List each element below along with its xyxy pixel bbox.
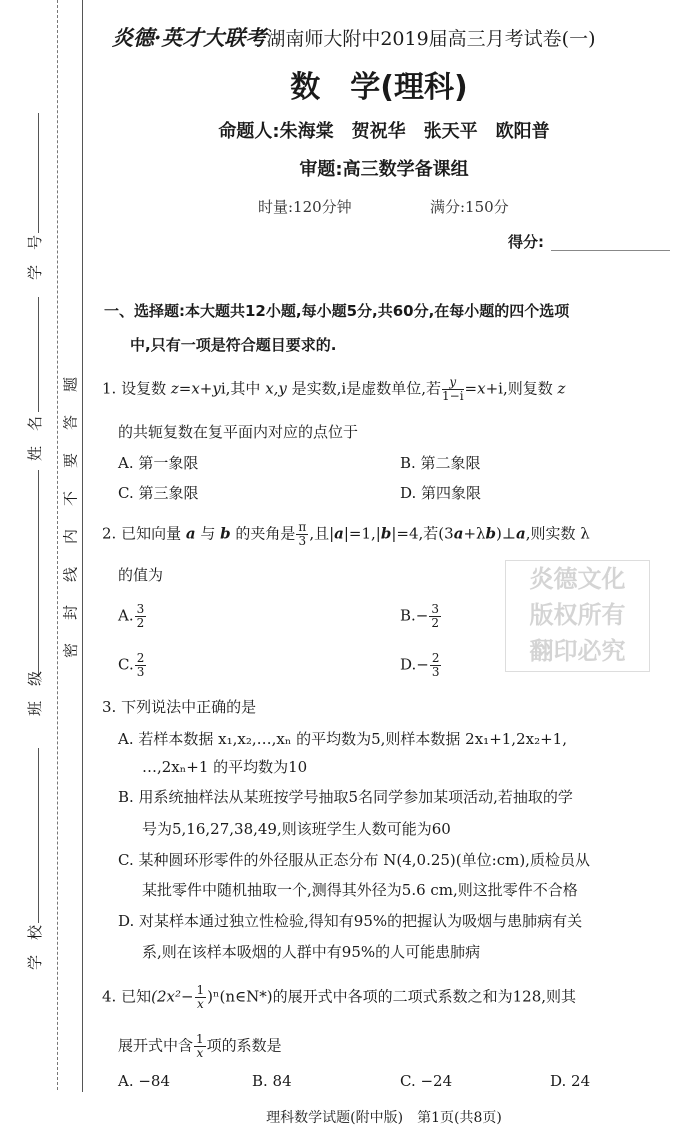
section-heading-cont: 中,只有一项是符合题目要求的. [130, 336, 337, 354]
q1-option-d[interactable]: D. 第四象限 [400, 484, 482, 502]
question-2 [102, 521, 590, 548]
math: (2x²− [151, 987, 194, 1006]
name-label: 姓 名 [26, 415, 45, 462]
school-label: 学 校 [26, 924, 45, 971]
exam-header [112, 24, 596, 53]
question-4-cont [118, 1033, 282, 1060]
q4-option-b[interactable]: B. 84 [252, 1072, 292, 1090]
math: z [557, 379, 566, 398]
fraction [442, 376, 464, 403]
score-label: 得分: [508, 233, 544, 251]
q3-option-d[interactable]: D. 对某样本通过独立性检验,得知有95%的把握认为吸烟与患肺病有关 [118, 912, 583, 930]
text: = [464, 379, 478, 398]
fraction [135, 603, 147, 630]
q4-option-c[interactable]: C. −24 [400, 1072, 453, 1090]
q4-option-d[interactable]: D. 24 [550, 1072, 591, 1090]
text: |=4,若(3 [391, 524, 454, 543]
numerator: y [442, 376, 464, 390]
exam-title: 湖南师大附中2019届高三月考试卷(一) [266, 28, 596, 50]
full-score: 满分:150分 [430, 198, 509, 216]
class-field[interactable] [38, 470, 39, 677]
label: A. [118, 606, 134, 625]
question-1 [102, 376, 565, 403]
fraction [195, 984, 207, 1011]
numerator: 3 [136, 602, 145, 616]
vector: a [185, 524, 196, 543]
q2-option-a[interactable] [118, 603, 147, 630]
fraction [194, 1033, 206, 1060]
watermark [505, 560, 650, 672]
text: ,则实数 λ [525, 524, 590, 543]
q2-option-c[interactable] [118, 652, 147, 679]
q2-option-b[interactable] [400, 603, 442, 630]
fraction [135, 652, 147, 679]
seal-notice: 密 封 线 内 不 要 答 题 [61, 373, 80, 659]
math: x [477, 379, 486, 398]
fraction [296, 521, 308, 548]
denominator: 2 [136, 616, 145, 630]
vector: a [453, 524, 464, 543]
watermark-line: 炎德文化 [529, 565, 626, 593]
text: |=1,| [343, 524, 381, 543]
q3-option-b[interactable]: B. 用系统抽样法从某班按学号抽取5名同学参加某项活动,若抽取的学 [118, 788, 573, 806]
sign: − [415, 606, 429, 625]
text: 的夹角是 [230, 524, 296, 543]
math: x,y [265, 379, 287, 398]
question-1-cont: 的共轭复数在复平面内对应的点位于 [118, 423, 359, 441]
text: +i,则复数 [485, 379, 558, 398]
watermark-line: 版权所有 [529, 601, 626, 629]
page-title: 数 学(理科) [290, 70, 468, 105]
math: )ⁿ [207, 987, 220, 1006]
text: i,其中 [220, 379, 266, 398]
text: 展开式中含 [118, 1036, 194, 1055]
denominator: 2 [431, 616, 440, 630]
denominator: 1−i [442, 389, 464, 403]
q4-option-a[interactable]: A. −84 [118, 1072, 171, 1090]
q1-option-a[interactable]: A. 第一象限 [118, 454, 199, 472]
denominator: 3 [136, 665, 145, 679]
numerator: 2 [431, 651, 440, 665]
text: 1. 设复数 [102, 379, 171, 398]
authors: 命题人:朱海棠 贺祝华 张天平 欧阳普 [218, 121, 550, 142]
text: (n∈N*)的展开式中各项的二项式系数之和为128,则其 [219, 987, 577, 1006]
question-4 [102, 984, 576, 1011]
q3-option-c[interactable]: C. 某种圆环形零件的外径服从正态分布 N(4,0.25)(单位:cm),质检员从 [118, 851, 590, 869]
label: B. [400, 606, 416, 625]
vector: a [516, 524, 526, 543]
numerator: 1 [196, 983, 205, 997]
brand-logo-text: 炎德·英才大联考 [112, 25, 267, 50]
sign: − [416, 655, 429, 674]
label: C. [118, 655, 134, 674]
vector: b [380, 524, 392, 543]
question-3: 3. 下列说法中正确的是 [102, 698, 257, 716]
q2-option-d[interactable] [400, 652, 442, 679]
text: )⊥ [496, 524, 516, 543]
vector: b [220, 524, 231, 543]
class-label: 班 级 [26, 670, 45, 717]
score-field[interactable] [551, 250, 670, 251]
math: z=x+y [170, 379, 221, 398]
denominator: x [196, 1046, 204, 1060]
time-limit: 时量:120分钟 [258, 198, 352, 216]
fraction [429, 603, 441, 630]
q1-option-c[interactable]: C. 第三象限 [118, 484, 199, 502]
reviewer: 审题:高三数学备课组 [299, 159, 469, 180]
text: 是实数,i是虚数单位,若 [286, 379, 441, 398]
numerator: 1 [196, 1032, 204, 1046]
q3-option-b-cont: 号为5,16,27,38,49,则该班学生人数可能为60 [142, 820, 451, 838]
vector: b [485, 524, 497, 543]
numerator: 3 [431, 602, 440, 616]
q3-option-a[interactable]: A. 若样本数据 x₁,x₂,…,xₙ 的平均数为5,则样本数据 2x₁+1,2x₂+1, [118, 730, 567, 748]
student-id-label: 学 号 [26, 234, 45, 281]
text: ,且| [309, 524, 335, 543]
numerator: 2 [136, 651, 145, 665]
fraction [430, 652, 442, 679]
text: 2. 已知向量 [102, 524, 186, 543]
text: 项的系数是 [206, 1036, 282, 1055]
text: 4. 已知 [102, 987, 152, 1006]
q1-option-b[interactable]: B. 第二象限 [400, 454, 481, 472]
denominator: 3 [298, 534, 307, 548]
vector: a [334, 524, 344, 543]
label: D. [400, 655, 417, 674]
numerator: π [298, 520, 307, 534]
q3-option-a-cont: …,2xₙ+1 的平均数为10 [142, 758, 308, 776]
school-field[interactable] [38, 748, 39, 923]
question-2-cont: 的值为 [118, 566, 164, 584]
q3-option-c-cont: 某批零件中随机抽取一个,测得其外径为5.6 cm,则这批零件不合格 [142, 881, 578, 899]
text: +λ [463, 524, 486, 543]
section-heading: 一、选择题:本大题共12小题,每小题5分,共60分,在每小题的四个选项 [104, 302, 570, 320]
watermark-line: 翻印必究 [529, 637, 626, 665]
text: 与 [195, 524, 221, 543]
denominator: 3 [431, 665, 440, 679]
page-footer: 理科数学试题(附中版) 第1页(共8页) [266, 1110, 502, 1126]
name-field[interactable] [38, 297, 39, 412]
q3-option-d-cont: 系,则在该样本吸烟的人群中有95%的人可能患肺病 [142, 943, 481, 961]
denominator: x [196, 997, 204, 1011]
